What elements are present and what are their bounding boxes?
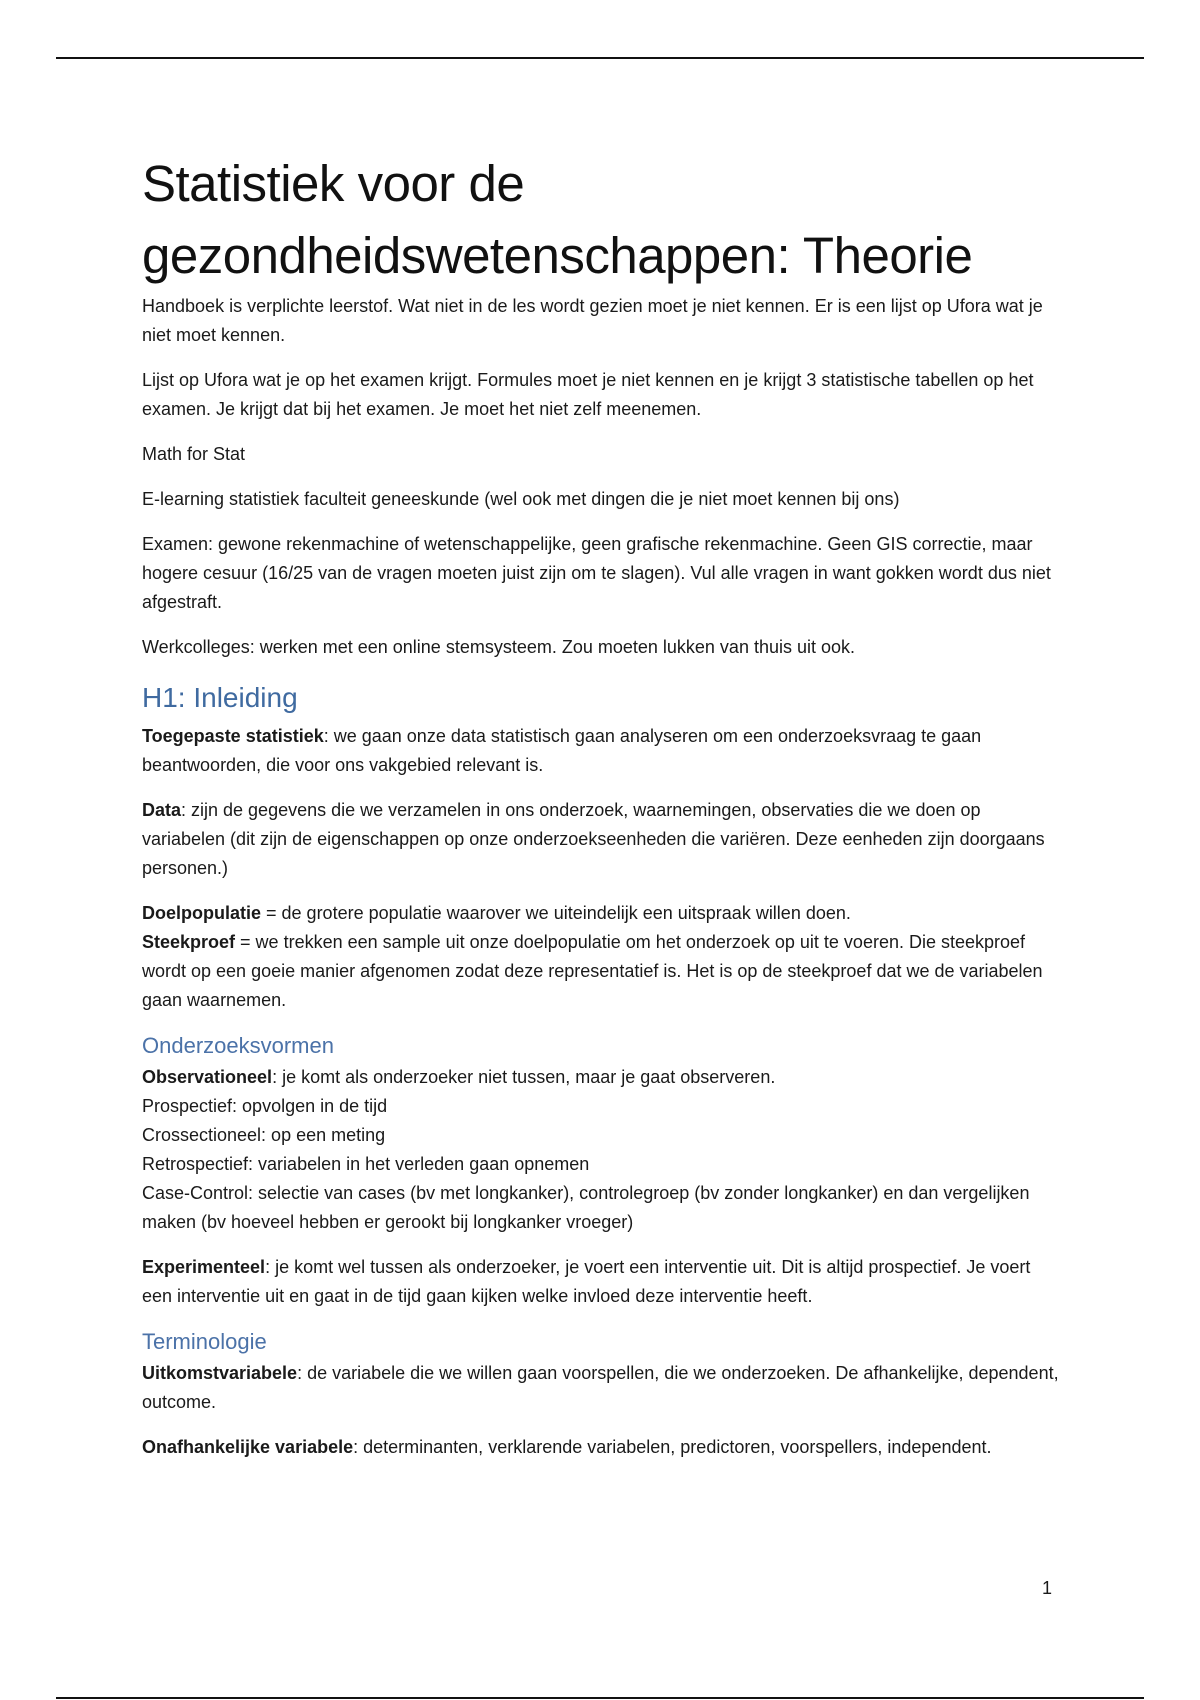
page-number: 1 [1042, 1578, 1053, 1598]
heading-onderzoeksvormen: Onderzoeksvormen [142, 1033, 334, 1058]
definition-experimenteel [142, 1253, 1062, 1311]
document-page [142, 148, 1062, 1478]
term: Onafhankelijke variabele [142, 1437, 354, 1457]
footer-rule [56, 1697, 1144, 1699]
definition-text: : je komt wel tussen als onderzoeker, je voert een interventie uit. Dit is altijd prospectief. Je voert een interventie uit en gaat in de tijd gaan kijken welke invloed deze interventie heeft. [142, 1257, 1031, 1306]
term: Steekproef [142, 932, 236, 952]
term: Toegepaste statistiek [142, 726, 324, 746]
intro-paragraph: Werkcolleges: werken met een online stemsysteem. Zou moeten lukken van thuis uit ook. [142, 637, 856, 657]
definition-uitkomstvariabele [142, 1359, 1062, 1417]
term: Data [142, 800, 182, 820]
intro-paragraph: Examen: gewone rekenmachine of wetenschappelijke, geen grafische rekenmachine. Geen GIS correctie, maar hogere cesuur (16/25 van de vragen moeten juist zijn om te slagen). Vul alle vragen in want gokken wordt dus niet afgestraft. [142, 534, 1051, 612]
definition-toegepaste-statistiek [142, 722, 1062, 780]
list-line: Prospectief: opvolgen in de tijd [142, 1096, 388, 1116]
intro-paragraph: E-learning statistiek faculteit geneeskunde (wel ook met dingen die je niet moet kennen bij ons) [142, 489, 900, 509]
term: Uitkomstvariabele [142, 1363, 298, 1383]
definition-text: : determinanten, verklarende variabelen, predictoren, voorspellers, independent. [353, 1437, 992, 1457]
definition-data [142, 796, 1062, 883]
definition-doelpopulatie [142, 899, 1062, 928]
document-title: Statistiek voor de gezondheidswetenschappen: Theorie [142, 155, 973, 284]
definition-text: = we trekken een sample uit onze doelpopulatie om het onderzoek op uit te voeren. Die steekproef wordt op een goeie manier afgenomen zodat deze representatief is. Het is op de steekproef dat we de variabelen gaan waarnemen. [142, 932, 1043, 1010]
definition-steekproef [142, 928, 1062, 1015]
list-line: Retrospectief: variabelen in het verleden gaan opnemen [142, 1154, 590, 1174]
definition-text: : zijn de gegevens die we verzamelen in ons onderzoek, waarnemingen, observaties die we doen op variabelen (dit zijn de eigenschappen op onze onderzoekseenheden die variëren. Deze eenheden zijn doorgaans personen.) [142, 800, 1045, 878]
list-line: Case-Control: selectie van cases (bv met longkanker), controlegroep (bv zonder longkanker) en dan vergelijken maken (bv hoeveel hebben er gerookt bij longkanker vroeger) [142, 1183, 1030, 1232]
definition-observationeel [142, 1063, 1062, 1092]
intro-paragraph: Math for Stat [142, 444, 246, 464]
definition-text: : de variabele die we willen gaan voorspellen, die we onderzoeken. De afhankelijke, dependent, outcome. [142, 1363, 1059, 1412]
term: Experimenteel [142, 1257, 266, 1277]
intro-paragraph: Handboek is verplichte leerstof. Wat niet in de les wordt gezien moet je niet kennen. Er is een lijst op Ufora wat je niet moet kennen. [142, 296, 1043, 345]
definition-text: = de grotere populatie waarover we uiteindelijk een uitspraak willen doen. [261, 903, 851, 923]
definition-onafhankelijke-variabele [142, 1433, 1062, 1462]
intro-paragraph: Lijst op Ufora wat je op het examen krijgt. Formules moet je niet kennen en je krijgt 3 statistische tabellen op het examen. Je krijgt dat bij het examen. Je moet het niet zelf meenemen. [142, 370, 1034, 419]
header-rule [56, 57, 1144, 59]
definition-text: : je komt als onderzoeker niet tussen, maar je gaat observeren. [272, 1067, 776, 1087]
heading-inleiding: H1: Inleiding [142, 682, 298, 713]
heading-terminologie: Terminologie [142, 1329, 267, 1354]
list-line: Crossectioneel: op een meting [142, 1125, 386, 1145]
term: Doelpopulatie [142, 903, 262, 923]
term: Observationeel [142, 1067, 273, 1087]
definition-text: : we gaan onze data statistisch gaan analyseren om een onderzoeksvraag te gaan beantwoorden, die voor ons vakgebied relevant is. [142, 726, 982, 775]
